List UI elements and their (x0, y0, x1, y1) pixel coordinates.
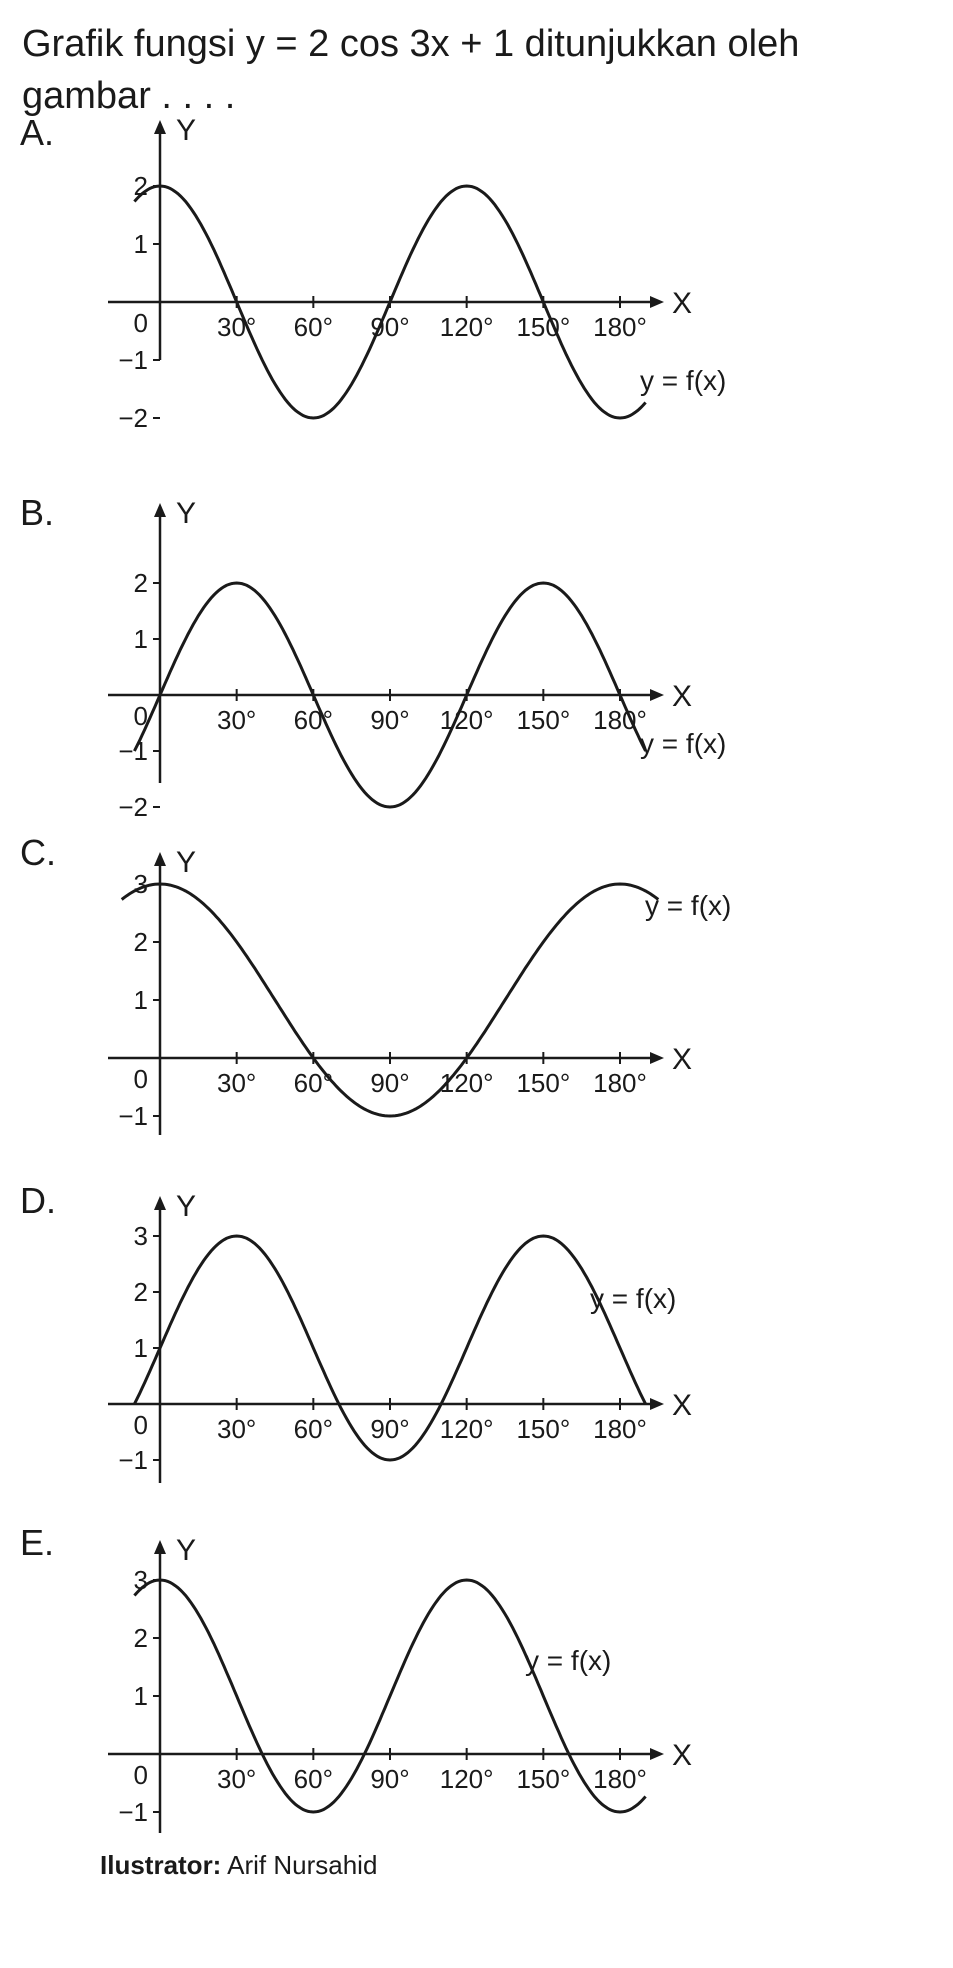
y-tick-label: 2 (133, 1623, 148, 1653)
y-axis-label: Y (176, 846, 197, 879)
x-tick-label: 60° (293, 1068, 333, 1098)
option-label-b[interactable]: B. (20, 492, 55, 533)
x-tick-label: 120° (439, 705, 494, 735)
chart-option-a (0, 110, 953, 433)
y-axis-arrow (154, 120, 166, 134)
y-tick-label: 0 (133, 1410, 148, 1440)
y-axis-arrow (154, 852, 166, 866)
x-axis-label: X (672, 680, 693, 713)
y-tick-label: 3 (133, 869, 148, 899)
y-tick-label: 1 (133, 624, 148, 654)
x-tick-label: 60° (293, 705, 333, 735)
y-tick-label: −2 (118, 403, 148, 433)
x-tick-label: 90° (370, 312, 410, 342)
y-tick-label: 0 (133, 308, 148, 338)
credit-name: Arif Nursahid (227, 1850, 378, 1880)
illustrator-credit (100, 1850, 377, 1881)
x-tick-label: 60° (293, 312, 333, 342)
x-tick-label: 150° (516, 1414, 571, 1444)
y-axis-arrow (154, 1196, 166, 1210)
y-tick-label: 1 (133, 229, 148, 259)
x-tick-label: 30° (217, 312, 257, 342)
function-label: y = f(x) (525, 1645, 612, 1676)
x-tick-label: 30° (217, 1414, 257, 1444)
x-tick-label: 120° (439, 1068, 494, 1098)
x-axis-arrow (650, 1748, 664, 1760)
x-axis-arrow (650, 1398, 664, 1410)
y-axis-arrow (154, 1540, 166, 1554)
function-label: y = f(x) (640, 365, 727, 396)
y-axis-label: Y (176, 1534, 197, 1567)
option-label-a[interactable]: A. (20, 112, 55, 153)
y-tick-label: 2 (133, 171, 148, 201)
y-tick-label: 3 (133, 1565, 148, 1595)
y-tick-label: 1 (133, 1681, 148, 1711)
x-tick-label: 60° (293, 1414, 333, 1444)
x-tick-label: 30° (217, 1068, 257, 1098)
x-tick-label: 30° (217, 1764, 257, 1794)
chart-option-d (0, 1178, 953, 1488)
function-label: y = f(x) (640, 728, 727, 759)
y-axis-label: Y (176, 114, 197, 147)
x-tick-label: 180° (593, 1068, 647, 1098)
y-axis-label: Y (176, 497, 197, 530)
x-tick-label: 180° (593, 312, 647, 342)
x-tick-label: 150° (516, 312, 571, 342)
y-tick-label: 2 (133, 1277, 148, 1307)
chart-option-e (0, 1518, 953, 1838)
x-axis-label: X (672, 287, 693, 320)
x-tick-label: 30° (217, 705, 257, 735)
x-tick-label: 120° (439, 1414, 494, 1444)
y-tick-label: 3 (133, 1221, 148, 1251)
y-tick-label: 0 (133, 701, 148, 731)
y-tick-label: 0 (133, 1760, 148, 1790)
x-tick-label: 150° (516, 1068, 571, 1098)
y-axis-label: Y (176, 1190, 197, 1223)
x-axis-arrow (650, 689, 664, 701)
x-tick-label: 150° (516, 705, 571, 735)
x-tick-label: 150° (516, 1764, 571, 1794)
credit-label: Ilustrator: (100, 1850, 222, 1880)
chart-option-c (0, 830, 953, 1140)
question-text: Grafik fungsi y = 2 cos 3x + 1 ditunjukkan oleh gambar . . . . (22, 23, 800, 117)
y-tick-label: −1 (118, 736, 148, 766)
x-tick-label: 180° (593, 705, 647, 735)
y-tick-label: −1 (118, 1445, 148, 1475)
x-tick-label: 90° (370, 1764, 410, 1794)
x-tick-label: 120° (439, 312, 494, 342)
option-label-e[interactable]: E. (20, 1522, 55, 1563)
x-axis-arrow (650, 296, 664, 308)
y-tick-label: 1 (133, 1333, 148, 1363)
y-tick-label: −1 (118, 1101, 148, 1131)
y-tick-label: −2 (118, 792, 148, 822)
option-label-d[interactable]: D. (20, 1180, 56, 1221)
y-tick-label: 1 (133, 985, 148, 1015)
x-tick-label: 180° (593, 1764, 647, 1794)
chart-option-b (0, 485, 953, 822)
option-label-c[interactable]: C. (20, 832, 56, 873)
y-tick-label: 2 (133, 568, 148, 598)
x-tick-label: 90° (370, 705, 410, 735)
x-tick-label: 90° (370, 1068, 410, 1098)
x-axis-label: X (672, 1043, 693, 1076)
x-axis-arrow (650, 1052, 664, 1064)
function-label: y = f(x) (645, 890, 732, 921)
x-axis-label: X (672, 1739, 693, 1772)
x-tick-label: 90° (370, 1414, 410, 1444)
x-tick-label: 60° (293, 1764, 333, 1794)
x-axis-label: X (672, 1389, 693, 1422)
y-tick-label: 2 (133, 927, 148, 957)
y-tick-label: −1 (118, 345, 148, 375)
y-axis-arrow (154, 503, 166, 517)
x-tick-label: 120° (439, 1764, 494, 1794)
y-tick-label: 0 (133, 1064, 148, 1094)
x-tick-label: 180° (593, 1414, 647, 1444)
y-tick-label: −1 (118, 1797, 148, 1827)
function-label: y = f(x) (590, 1283, 677, 1314)
